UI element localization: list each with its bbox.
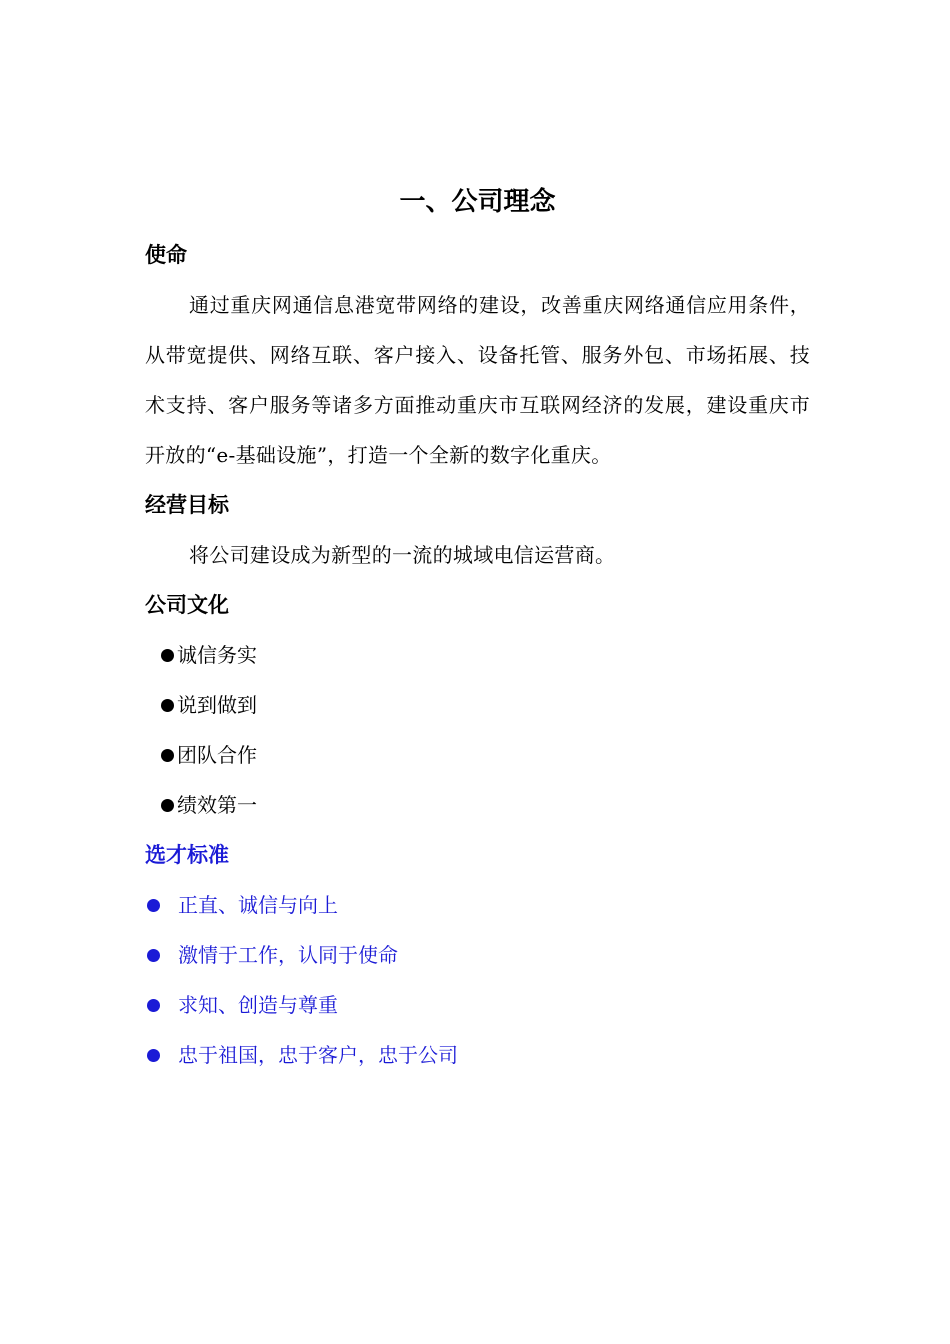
page-title: 一、公司理念 — [399, 187, 556, 217]
goal-heading: 经营目标 — [145, 493, 229, 517]
talent-item-label: 忠于祖国，忠于客户，忠于公司 — [178, 1043, 458, 1067]
culture-section — [145, 580, 810, 830]
list-item — [145, 880, 810, 930]
bullet-icon — [161, 649, 174, 662]
talent-heading: 选才标准 — [145, 843, 229, 867]
culture-list — [145, 630, 810, 830]
list-item — [145, 930, 810, 980]
bullet-icon — [147, 949, 160, 962]
talent-item-label: 激情于工作，认同于使命 — [178, 943, 398, 967]
bullet-icon — [147, 1049, 160, 1062]
bullet-icon — [161, 799, 174, 812]
document-page — [145, 180, 810, 1080]
mission-text: 通过重庆网通信息港宽带网络的建设，改善重庆网络通信应用条件，从带宽提供、网络互联、客户接入、设备托管、服务外包、市场拓展、技术支持、客户服务等诸多方面推动重庆市互联网经济的发展，建设重庆市开放的“e-基础设施”，打造一个全新的数字化重庆。 — [145, 293, 810, 467]
bullet-icon — [147, 899, 160, 912]
talent-list — [145, 880, 810, 1080]
mission-heading: 使命 — [145, 243, 187, 267]
bullet-icon — [161, 749, 174, 762]
culture-item-label: 绩效第一 — [177, 793, 257, 817]
culture-item-label: 说到做到 — [177, 693, 257, 717]
talent-item-label: 求知、创造与尊重 — [178, 993, 338, 1017]
list-item — [145, 980, 810, 1030]
goal-text: 将公司建设成为新型的一流的城域电信运营商。 — [189, 543, 616, 567]
culture-item-label: 团队合作 — [177, 743, 257, 767]
list-item — [145, 1030, 810, 1080]
mission-section — [145, 230, 810, 480]
bullet-icon — [161, 699, 174, 712]
goal-section — [145, 480, 810, 580]
list-item — [145, 680, 810, 730]
list-item — [145, 630, 810, 680]
talent-section — [145, 830, 810, 1080]
list-item — [145, 780, 810, 830]
bullet-icon — [147, 999, 160, 1012]
culture-item-label: 诚信务实 — [177, 643, 257, 667]
talent-item-label: 正直、诚信与向上 — [178, 893, 338, 917]
culture-heading: 公司文化 — [145, 593, 229, 617]
list-item — [145, 730, 810, 780]
